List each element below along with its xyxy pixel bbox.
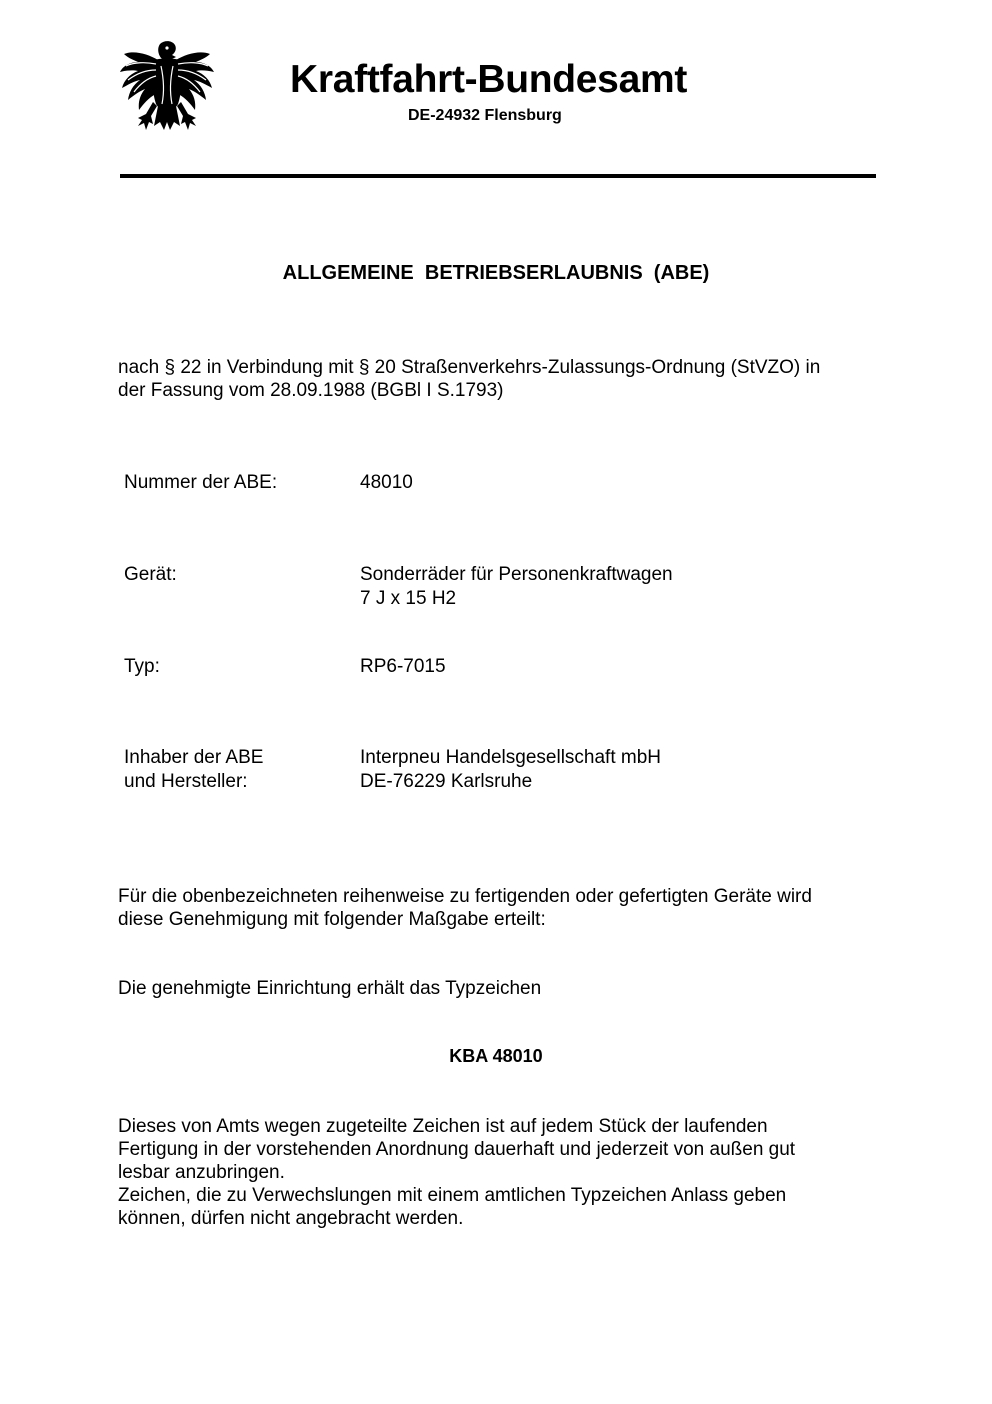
abe-number-value: 48010 [360, 472, 413, 493]
legal-basis-line: der Fassung vom 28.09.1988 (BGBl I S.1793) [118, 380, 504, 401]
grant-line: Für die obenbezeichneten reihenweise zu fertigenden oder gefertigten Geräte wird [118, 886, 812, 907]
document-title: ALLGEMEINE BETRIEBSERLAUBNIS (ABE) [282, 262, 710, 284]
type-value: RP6-7015 [360, 656, 446, 677]
device-value-line: Sonderräder für Personenkraftwagen [360, 564, 673, 585]
device-value-line: 7 J x 15 H2 [360, 588, 457, 609]
grant-statement [118, 885, 878, 931]
type-mark-intro-line: Die genehmigte Einrichtung erhält das Typzeichen [118, 978, 542, 999]
type-mark: KBA 48010 [449, 1046, 543, 1066]
holder-label [124, 746, 263, 794]
federal-eagle-icon [120, 40, 214, 138]
marking-rules [118, 1115, 878, 1230]
marking-rule-line: Fertigung in der vorstehenden Anordnung dauerhaft und jederzeit von außen gut [118, 1139, 796, 1160]
grant-line: diese Genehmigung mit folgender Maßgabe erteilt: [118, 909, 546, 930]
holder-label-line: und Hersteller: [124, 771, 248, 792]
holder-value-line: Interpneu Handelsgesellschaft mbH [360, 747, 662, 768]
type-label: Typ: [124, 656, 160, 677]
device-label: Gerät: [124, 564, 177, 585]
holder-label-line: Inhaber der ABE [124, 747, 264, 768]
authority-name: Kraftfahrt-Bundesamt [290, 58, 688, 101]
legal-basis-line: nach § 22 in Verbindung mit § 20 Straßenverkehrs-Zulassungs-Ordnung (StVZO) in [118, 357, 821, 378]
device-value [360, 563, 673, 611]
holder-value-line: DE-76229 Karlsruhe [360, 771, 533, 792]
abe-number-label: Nummer der ABE: [124, 472, 278, 493]
authority-address: DE-24932 Flensburg [408, 107, 562, 124]
marking-rule-line: Zeichen, die zu Verwechslungen mit einem amtlichen Typzeichen Anlass geben [118, 1185, 787, 1206]
marking-rule-line: Dieses von Amts wegen zugeteilte Zeichen ist auf jedem Stück der laufenden [118, 1116, 768, 1137]
header-divider [120, 174, 876, 178]
type-mark-intro [118, 977, 878, 1000]
marking-rule-line: lesbar anzubringen. [118, 1162, 285, 1183]
legal-basis [118, 356, 878, 402]
marking-rule-line: können, dürfen nicht angebracht werden. [118, 1208, 464, 1229]
holder-value [360, 746, 661, 794]
